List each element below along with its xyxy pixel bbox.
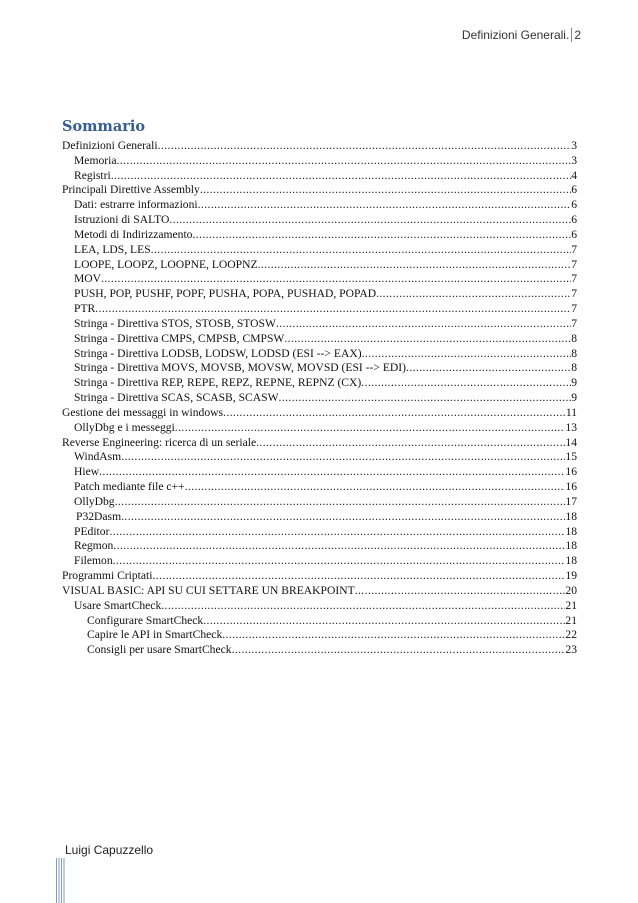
toc-entry-title: Configurare SmartCheck bbox=[87, 613, 204, 627]
toc-entry[interactable] bbox=[62, 169, 577, 184]
toc-entry-title: MOV bbox=[74, 272, 102, 286]
toc-entry-page: 7 bbox=[571, 242, 577, 256]
footer-bars-decoration bbox=[56, 858, 66, 903]
toc-dot-leader bbox=[113, 539, 565, 554]
toc-entry[interactable] bbox=[62, 539, 577, 554]
toc-entry-title: WindAsm bbox=[74, 450, 122, 464]
toc-entry-title: Patch mediante file c++ bbox=[74, 480, 185, 494]
toc-dot-leader bbox=[256, 436, 565, 451]
toc-entry[interactable] bbox=[62, 569, 577, 584]
toc-dot-leader bbox=[192, 228, 571, 243]
toc-entry-page: 16 bbox=[565, 465, 577, 479]
toc-dot-leader bbox=[223, 406, 566, 421]
toc-entry-title: OllyDbg e i messeggi bbox=[74, 420, 175, 434]
page-header bbox=[462, 28, 582, 42]
toc-entry-title: Consigli per usare SmartCheck bbox=[87, 643, 232, 657]
toc-entry[interactable] bbox=[62, 228, 577, 243]
toc-dot-leader bbox=[232, 643, 566, 658]
toc-entry-page: 3 bbox=[571, 139, 577, 152]
toc-entry-page: 22 bbox=[565, 628, 577, 642]
toc-entry-page: 4 bbox=[571, 168, 577, 182]
toc-entry[interactable] bbox=[62, 391, 577, 406]
toc-dot-leader bbox=[284, 332, 571, 347]
toc-entry-page: 3 bbox=[571, 153, 577, 167]
toc-entry-title: Usare SmartCheck bbox=[74, 598, 162, 612]
toc-dot-leader bbox=[153, 569, 566, 584]
toc-entry-page: 7 bbox=[571, 302, 577, 316]
toc-dot-leader bbox=[185, 480, 566, 495]
toc-dot-leader bbox=[99, 465, 565, 480]
toc-entry-title: Stringa - Direttiva SCAS, SCASB, SCASW bbox=[74, 391, 279, 405]
toc-entry[interactable] bbox=[62, 243, 577, 258]
toc-entry[interactable] bbox=[62, 510, 577, 525]
toc-entry[interactable] bbox=[62, 287, 577, 302]
toc-dot-leader bbox=[113, 554, 566, 569]
toc-dot-leader bbox=[175, 421, 566, 436]
toc-entry-page: 8 bbox=[571, 346, 577, 360]
toc-entry-title: Memoria bbox=[74, 153, 117, 167]
toc-entry[interactable] bbox=[62, 614, 577, 629]
toc-entry-page: 8 bbox=[571, 361, 577, 375]
toc-dot-leader bbox=[279, 391, 572, 406]
toc-entry-page: 14 bbox=[565, 435, 577, 449]
toc-entry-title: Capire le API in SmartCheck bbox=[87, 628, 223, 642]
toc-entry-title: PEditor bbox=[74, 524, 110, 538]
toc-entry-title: P32Dasm bbox=[76, 509, 122, 523]
toc-dot-leader bbox=[406, 361, 571, 376]
toc-entry-page: 7 bbox=[571, 287, 577, 301]
toc-entry[interactable] bbox=[62, 317, 577, 332]
toc-entry[interactable] bbox=[62, 406, 577, 421]
toc-entry[interactable] bbox=[62, 347, 577, 362]
toc-dot-leader bbox=[169, 213, 571, 228]
toc-entry[interactable] bbox=[62, 495, 577, 510]
toc-entry[interactable] bbox=[62, 599, 577, 614]
toc-entry-title: Hiew bbox=[74, 465, 100, 479]
toc-entry-page: 17 bbox=[565, 494, 577, 508]
toc-entry-title: Principali Direttive Assembly bbox=[62, 183, 200, 197]
toc-entry[interactable] bbox=[62, 465, 577, 480]
toc-dot-leader bbox=[198, 198, 572, 213]
toc-entry[interactable] bbox=[62, 302, 577, 317]
toc-entry-title: PTR bbox=[74, 302, 96, 316]
toc-entry-page: 19 bbox=[565, 569, 577, 583]
toc-entry-page: 7 bbox=[571, 257, 577, 271]
toc-dot-leader bbox=[101, 272, 571, 287]
toc-entry-page: 21 bbox=[565, 598, 577, 612]
toc-entry[interactable] bbox=[62, 213, 577, 228]
toc-entry[interactable] bbox=[62, 554, 577, 569]
toc-entry-title: Metodi di Indirizzamento bbox=[74, 227, 193, 241]
toc-entry-title: LEA, LDS, LES bbox=[74, 242, 151, 256]
toc-entry-page: 13 bbox=[565, 420, 577, 434]
toc-entry-page: 6 bbox=[571, 227, 577, 241]
toc-dot-leader bbox=[361, 376, 571, 391]
toc-entry[interactable] bbox=[62, 436, 577, 451]
toc-entry[interactable] bbox=[62, 584, 577, 599]
toc-entry-page: 18 bbox=[565, 524, 577, 538]
toc-entry[interactable] bbox=[62, 643, 577, 658]
footer-author: Luigi Capuzzello bbox=[65, 843, 154, 857]
toc-entry-title: LOOPE, LOOPZ, LOOPNE, LOOPNZ bbox=[74, 257, 258, 271]
toc-entry[interactable] bbox=[62, 628, 577, 643]
toc-dot-leader bbox=[121, 450, 565, 465]
toc-dot-leader bbox=[276, 317, 571, 332]
toc-entry[interactable] bbox=[62, 361, 577, 376]
toc-dot-leader bbox=[376, 287, 571, 302]
toc-entry-page: 16 bbox=[565, 480, 577, 494]
toc-entry-title: Stringa - Direttiva MOVS, MOVSB, MOVSW, MOVSD (ESI --> EDI) bbox=[74, 361, 407, 375]
toc-entry-page: 7 bbox=[571, 316, 577, 330]
toc-entry-title: Dati: estrarre informazioni bbox=[74, 198, 198, 212]
toc-entry[interactable] bbox=[62, 154, 577, 169]
toc-dot-leader bbox=[117, 154, 572, 169]
toc-entry-page: 23 bbox=[565, 643, 577, 657]
toc-dot-leader bbox=[200, 183, 571, 198]
toc-entry-page: 9 bbox=[571, 376, 577, 390]
toc-entry-title: Stringa - Direttiva LODSB, LODSW, LODSD (ESI --> EAX) bbox=[74, 346, 362, 360]
toc-entry-page: 9 bbox=[571, 391, 577, 405]
toc-entry-page: 18 bbox=[565, 509, 577, 523]
toc-dot-leader bbox=[161, 599, 565, 614]
header-title: Definizioni Generali. bbox=[461, 28, 570, 42]
toc-dot-leader bbox=[158, 139, 572, 154]
toc-dot-leader bbox=[362, 347, 572, 362]
header-page-number: 2 bbox=[571, 28, 582, 42]
toc-entry-title: Regmon bbox=[74, 539, 114, 553]
toc-entry-title: VISUAL BASIC: API SU CUI SETTARE UN BREAKPOINT bbox=[62, 583, 355, 597]
toc-entry-title: OllyDbg bbox=[74, 494, 115, 508]
toc-entry-page: 6 bbox=[571, 213, 577, 227]
toc-entry[interactable] bbox=[62, 198, 577, 213]
toc-entry-title: Reverse Engineering: ricerca di un seriale bbox=[62, 435, 257, 449]
toc-dot-leader bbox=[151, 243, 572, 258]
toc-dot-leader bbox=[121, 510, 565, 525]
toc-entry-title: Gestione dei messaggi in windows bbox=[62, 405, 224, 419]
toc-entry-page: 6 bbox=[571, 198, 577, 212]
toc-entry[interactable] bbox=[62, 376, 577, 391]
toc-dot-leader bbox=[111, 169, 571, 184]
toc-entry-page: 21 bbox=[565, 613, 577, 627]
toc-entry-title: Istruzioni di SALTO bbox=[74, 213, 170, 227]
toc-entry[interactable] bbox=[62, 421, 577, 436]
toc-dot-leader bbox=[115, 495, 566, 510]
toc-entry[interactable] bbox=[62, 450, 577, 465]
toc-entry-title: Stringa - Direttiva STOS, STOSB, STOSW bbox=[74, 316, 276, 330]
toc-entry-page: 7 bbox=[571, 272, 577, 286]
toc-dot-leader bbox=[203, 614, 565, 629]
toc-entry-page: 20 bbox=[565, 583, 577, 597]
toc-entry-title: Stringa - Direttiva CMPS, CMPSB, CMPSW bbox=[74, 331, 285, 345]
toc-entry-page: 11 bbox=[565, 405, 577, 419]
toc-entry-page: 6 bbox=[571, 183, 577, 197]
toc-dot-leader bbox=[355, 584, 566, 599]
toc-dot-leader bbox=[109, 525, 565, 540]
toc-entry-page: 8 bbox=[571, 331, 577, 345]
toc-entry[interactable] bbox=[62, 272, 577, 287]
toc-entry-page: 18 bbox=[565, 554, 577, 568]
toc-entry-page: 15 bbox=[565, 450, 577, 464]
toc-dot-leader bbox=[95, 302, 571, 317]
toc-entry[interactable] bbox=[62, 258, 577, 273]
toc-entry[interactable] bbox=[62, 480, 577, 495]
toc-entry-title: Programmi Criptati bbox=[62, 569, 153, 583]
toc-entry[interactable] bbox=[62, 139, 577, 154]
toc-entry-title: PUSH, POP, PUSHF, POPF, PUSHA, POPA, PUSHAD, POPAD bbox=[74, 287, 377, 301]
toc-entry[interactable] bbox=[62, 525, 577, 540]
toc-entry-title: Stringa - Direttiva REP, REPE, REPZ, REPNE, REPNZ (CX) bbox=[74, 376, 362, 390]
toc-entry-title: Registri bbox=[74, 168, 111, 182]
toc-entry[interactable] bbox=[62, 332, 577, 347]
toc-dot-leader bbox=[222, 628, 565, 643]
toc-entry[interactable] bbox=[62, 183, 577, 198]
toc-dot-leader bbox=[258, 258, 572, 273]
toc-entry-title: Filemon bbox=[74, 554, 113, 568]
table-of-contents bbox=[62, 139, 577, 658]
toc-title: Sommario bbox=[62, 118, 146, 135]
toc-entry-title: Definizioni Generali bbox=[62, 139, 158, 152]
toc-entry-page: 18 bbox=[565, 539, 577, 553]
